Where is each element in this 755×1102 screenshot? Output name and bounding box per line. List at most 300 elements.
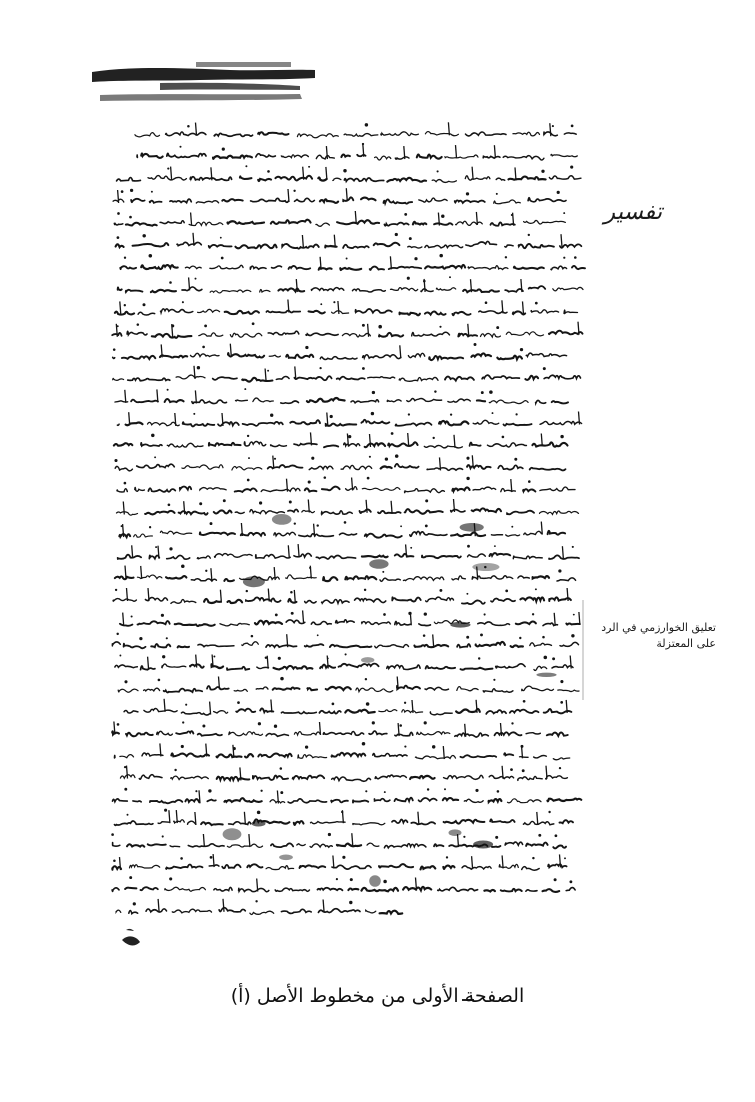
handwriting-line	[118, 677, 579, 693]
diacritic-dot	[124, 680, 127, 683]
diacritic-dot	[385, 457, 388, 460]
handwriting-word	[365, 534, 402, 538]
handwriting-word	[176, 375, 205, 379]
handwriting-line	[112, 633, 578, 649]
handwriting-word	[290, 420, 320, 424]
diacritic-dot	[439, 589, 442, 592]
handwriting-word	[307, 688, 317, 690]
handwriting-word	[229, 822, 251, 825]
handwriting-word	[189, 222, 223, 225]
diacritic-dot	[342, 856, 345, 859]
handwriting-word	[253, 398, 273, 402]
handwriting-word	[258, 132, 288, 134]
handwriting-word	[332, 777, 371, 781]
diacritic-dot	[247, 435, 249, 437]
handwriting-word	[150, 800, 182, 803]
handwriting-word	[489, 400, 528, 403]
diacritic-dot	[570, 166, 573, 169]
handwriting-line	[113, 343, 567, 360]
handwriting-word	[547, 732, 568, 735]
handwriting-word	[434, 223, 452, 225]
handwriting-word	[199, 333, 223, 336]
handwriting-word	[255, 621, 282, 625]
diacritic-dot	[414, 257, 417, 260]
handwriting-word	[178, 646, 189, 647]
diacritic-dot	[514, 458, 517, 461]
margin-note-top: تفسير	[604, 199, 663, 225]
handwriting-word	[144, 688, 160, 691]
letter-stroke	[169, 810, 170, 823]
handwriting-word	[339, 664, 379, 668]
handwriting-word	[422, 556, 461, 558]
handwriting-word	[473, 487, 496, 490]
ink-blot	[369, 875, 381, 887]
diacritic-dot	[407, 277, 410, 280]
handwriting-word	[289, 266, 311, 269]
handwriting-word	[305, 488, 317, 491]
diacritic-dot	[195, 790, 197, 792]
diacritic-dot	[404, 746, 406, 748]
diacritic-dot	[278, 657, 281, 660]
diacritic-dot	[544, 656, 548, 660]
handwriting-word	[548, 864, 567, 867]
letter-stroke	[125, 566, 126, 579]
handwriting-word	[198, 734, 222, 736]
diacritic-dot	[528, 234, 530, 236]
handwriting-word	[405, 509, 443, 514]
handwriting-word	[207, 800, 216, 802]
handwriting-word	[353, 289, 386, 292]
handwriting-word	[425, 312, 446, 315]
handwriting-line	[115, 300, 578, 316]
handwriting-word	[141, 153, 163, 158]
letter-stroke	[560, 854, 561, 867]
handwriting-word	[417, 732, 450, 735]
diacritic-dot	[365, 678, 367, 680]
handwriting-word	[557, 578, 576, 581]
diacritic-dot	[154, 456, 156, 458]
diacritic-dot	[308, 166, 310, 168]
diacritic-dot	[245, 165, 247, 167]
handwriting-word	[525, 376, 538, 380]
letter-stroke	[390, 256, 391, 269]
diacritic-dot	[466, 457, 469, 460]
handwriting-word	[217, 754, 242, 757]
handwriting-word	[436, 288, 455, 291]
handwriting-word	[451, 510, 465, 512]
handwriting-word	[241, 533, 265, 536]
diacritic-dot	[113, 860, 116, 863]
handwriting-word	[523, 489, 535, 491]
handwriting-word	[190, 177, 231, 181]
handwriting-word	[380, 578, 400, 581]
diacritic-dot	[466, 192, 469, 195]
diacritic-dot	[221, 257, 224, 260]
handwriting-word	[558, 690, 579, 692]
handwriting-word	[513, 132, 540, 136]
handwriting-word	[210, 290, 251, 293]
diacritic-dot	[149, 254, 153, 258]
handwriting-word	[145, 511, 175, 515]
diacritic-dot	[425, 524, 428, 527]
handwriting-line	[135, 122, 576, 137]
handwriting-word	[113, 843, 120, 847]
handwriting-word	[524, 220, 566, 224]
diacritic-dot	[382, 571, 384, 573]
handwriting-word	[170, 199, 191, 203]
handwriting-word	[131, 400, 158, 403]
handwriting-word	[387, 178, 426, 182]
handwriting-word	[529, 286, 546, 289]
handwriting-line	[115, 809, 574, 826]
handwriting-word	[117, 489, 127, 492]
diacritic-dot	[195, 278, 197, 280]
diacritic-dot	[223, 499, 226, 502]
handwriting-word	[127, 844, 144, 846]
handwriting-line	[113, 366, 581, 382]
diacritic-dot	[345, 653, 347, 655]
letter-stroke	[476, 212, 477, 225]
handwriting-word	[294, 553, 311, 557]
diacritic-dot	[124, 257, 126, 259]
handwriting-line	[117, 165, 581, 182]
handwriting-word	[434, 844, 444, 846]
diacritic-dot	[222, 147, 225, 150]
letter-stroke	[408, 433, 409, 446]
handwriting-line	[137, 143, 577, 160]
handwriting-word	[200, 532, 235, 535]
handwriting-word	[353, 800, 368, 802]
handwriting-word	[150, 201, 162, 203]
letter-stroke	[267, 656, 268, 669]
handwriting-word	[508, 799, 542, 803]
handwriting-word	[294, 376, 331, 380]
handwriting-word	[445, 377, 474, 381]
handwriting-word	[412, 332, 450, 336]
diacritic-dot	[115, 589, 117, 591]
handwriting-word	[344, 134, 378, 137]
handwriting-word	[242, 642, 258, 646]
diacritic-dot	[535, 302, 538, 305]
handwriting-word	[511, 645, 523, 647]
ink-blot	[472, 563, 499, 571]
handwriting-word	[448, 399, 470, 402]
diacritic-dot	[439, 254, 443, 258]
handwriting-line	[120, 610, 580, 626]
diacritic-dot	[408, 413, 410, 415]
diacritic-dot	[293, 190, 295, 192]
handwriting-word	[384, 223, 408, 226]
diacritic-dot	[474, 343, 477, 346]
handwriting-word	[297, 134, 338, 138]
diacritic-dot	[161, 614, 164, 617]
letter-stroke	[352, 833, 353, 846]
handwriting-word	[392, 819, 408, 823]
handwriting-word	[365, 443, 385, 447]
diacritic-dot	[505, 256, 507, 258]
handwriting-word	[410, 776, 435, 779]
letter-stroke	[454, 435, 455, 448]
handwriting-word	[399, 377, 438, 381]
handwriting-word	[560, 820, 574, 823]
handwriting-line	[124, 699, 571, 715]
handwriting-word	[112, 642, 120, 646]
letter-stroke	[370, 434, 371, 447]
handwriting-word	[369, 731, 387, 735]
handwriting-word	[126, 290, 143, 292]
diacritic-dot	[124, 788, 127, 791]
handwriting-word	[395, 554, 414, 557]
handwriting-word	[181, 712, 210, 715]
handwriting-word	[396, 423, 432, 426]
handwriting-word	[522, 686, 554, 691]
letter-stroke	[472, 167, 473, 180]
diacritic-dot	[400, 525, 402, 527]
handwriting-line	[114, 432, 568, 448]
handwriting-word	[445, 155, 478, 158]
diacritic-dot	[362, 742, 366, 746]
handwriting-word	[419, 624, 431, 626]
handwriting-word	[120, 624, 132, 626]
handwriting-word	[330, 645, 372, 648]
handwriting-word	[362, 556, 388, 558]
handwriting-word	[332, 865, 371, 869]
diacritic-dot	[573, 614, 575, 616]
handwriting-word	[553, 287, 583, 290]
diacritic-dot	[162, 655, 165, 658]
handwriting-word	[490, 819, 514, 822]
letter-stroke	[288, 545, 289, 558]
diacritic-dot	[557, 191, 560, 194]
letter-stroke	[303, 610, 304, 623]
handwriting-word	[273, 688, 300, 690]
diacritic-dot	[367, 477, 370, 480]
handwriting-word	[250, 510, 285, 514]
letter-stroke	[302, 235, 303, 248]
handwriting-word	[220, 623, 249, 625]
handwriting-word	[240, 176, 252, 179]
handwriting-word	[351, 400, 379, 403]
diacritic-dot	[466, 477, 469, 480]
handwriting-word	[299, 534, 334, 537]
diacritic-dot	[137, 323, 140, 326]
handwriting-word	[141, 265, 178, 269]
diacritic-dot	[383, 880, 387, 884]
diacritic-dot	[552, 125, 554, 127]
handwriting-word	[243, 422, 283, 426]
letter-stroke	[298, 544, 299, 557]
ink-blot	[449, 829, 462, 836]
handwriting-word	[346, 487, 357, 491]
diacritic-dot	[543, 367, 546, 370]
handwriting-word	[510, 710, 539, 713]
handwriting-word	[389, 267, 422, 269]
handwriting-line	[117, 412, 581, 427]
handwriting-word	[462, 600, 485, 604]
handwriting-word	[368, 377, 395, 379]
margin-note-middle: تعليق الخوارزمي في الرد على المعتزلة	[601, 621, 716, 650]
handwriting-line	[115, 742, 570, 760]
handwriting-word	[164, 689, 203, 693]
handwriting-word	[191, 579, 216, 581]
handwriting-word	[311, 621, 331, 624]
handwriting-word	[219, 908, 245, 912]
handwriting-word	[495, 732, 522, 735]
handwriting-word	[116, 910, 121, 912]
letter-stroke	[189, 277, 190, 290]
diacritic-dot	[305, 745, 308, 748]
handwriting-word	[443, 798, 458, 800]
handwriting-word	[256, 687, 268, 689]
handwriting-word	[209, 245, 232, 248]
handwriting-word	[224, 579, 234, 581]
handwriting-word	[504, 753, 513, 755]
handwriting-word	[166, 132, 206, 136]
handwriting-word	[161, 309, 193, 313]
diacritic-dot	[532, 613, 534, 615]
handwriting-word	[388, 442, 417, 446]
diacritic-dot	[559, 767, 561, 769]
diacritic-dot	[571, 634, 574, 637]
handwriting-word	[499, 864, 518, 868]
diacritic-dot	[210, 856, 213, 859]
handwriting-word	[309, 466, 333, 469]
diacritic-dot	[432, 745, 435, 748]
letter-stroke	[203, 834, 204, 847]
handwriting-word	[210, 265, 243, 269]
handwriting-word	[188, 821, 196, 824]
handwriting-word	[228, 600, 243, 603]
handwriting-word	[356, 688, 393, 692]
handwriting-word	[158, 822, 169, 824]
letter-stroke	[554, 613, 555, 626]
handwriting-word	[137, 464, 175, 468]
handwriting-word	[532, 442, 567, 446]
letter-stroke	[273, 456, 274, 469]
handwriting-word	[113, 799, 128, 802]
handwriting-word	[113, 599, 136, 602]
letter-stroke	[132, 545, 133, 558]
handwriting-word	[471, 353, 491, 356]
diacritic-dot	[528, 480, 531, 483]
handwriting-word	[387, 400, 401, 402]
letter-stroke	[223, 899, 224, 912]
handwriting-word	[518, 776, 542, 780]
diacritic-dot	[348, 435, 351, 438]
handwriting-word	[257, 667, 269, 668]
letter-stroke	[210, 702, 211, 715]
handwriting-word	[536, 400, 546, 403]
handwriting-word	[170, 846, 180, 847]
handwriting-word	[419, 798, 437, 801]
handwriting-word	[373, 753, 407, 756]
letter-stroke	[550, 123, 551, 136]
diacritic-dot	[267, 170, 270, 173]
diacritic-dot	[187, 125, 190, 128]
handwriting-word	[179, 511, 208, 514]
handwriting-word	[300, 865, 326, 868]
handwriting-word	[506, 332, 543, 336]
handwriting-word	[214, 711, 228, 714]
diacritic-dot	[395, 454, 399, 458]
diacritic-dot	[572, 546, 574, 548]
handwriting-line	[117, 499, 579, 515]
handwriting-word	[501, 889, 522, 892]
handwriting-line	[112, 876, 575, 892]
handwriting-word	[222, 199, 242, 201]
handwriting-line	[120, 254, 585, 270]
handwriting-word	[443, 866, 454, 869]
handwriting-word	[482, 375, 519, 379]
handwriting-word	[501, 489, 516, 492]
handwriting-word	[115, 821, 153, 825]
handwriting-word	[560, 244, 582, 248]
handwriting-word	[245, 754, 253, 757]
handwriting-word	[138, 621, 170, 624]
diacritic-dot	[274, 458, 276, 460]
letter-stroke	[129, 412, 130, 425]
diacritic-dot	[450, 413, 452, 415]
handwriting-word	[124, 644, 146, 649]
handwriting-word	[310, 844, 332, 847]
handwriting-word	[464, 799, 483, 802]
ink-blot	[272, 514, 292, 525]
handwriting-word	[505, 289, 523, 292]
diacritic-dot	[532, 857, 534, 859]
diacritic-dot	[492, 412, 494, 414]
handwriting-word	[426, 666, 456, 669]
handwriting-word	[489, 775, 513, 778]
handwriting-line	[112, 854, 566, 870]
diacritic-dot	[193, 413, 195, 415]
handwriting-word	[408, 353, 424, 357]
handwriting-word	[157, 731, 173, 735]
handwriting-line	[115, 565, 576, 582]
handwriting-word	[115, 466, 132, 470]
handwriting-word	[160, 531, 191, 534]
handwriting-word	[424, 445, 462, 448]
handwriting-word	[452, 576, 466, 580]
diacritic-dot	[260, 790, 262, 792]
handwriting-word	[392, 597, 420, 601]
handwriting-word	[465, 176, 490, 180]
handwriting-word	[192, 400, 227, 404]
diacritic-dot	[332, 703, 335, 706]
handwriting-line	[117, 476, 575, 492]
handwriting-word	[148, 488, 175, 492]
handwriting-word	[148, 176, 186, 180]
diacritic-dot	[258, 722, 261, 725]
diacritic-dot	[511, 526, 513, 528]
handwriting-word	[113, 378, 124, 380]
handwriting-word	[215, 554, 253, 558]
handwriting-lines	[111, 122, 585, 914]
handwriting-word	[266, 645, 297, 647]
handwriting-word	[142, 753, 163, 756]
handwriting-word	[316, 223, 330, 226]
handwriting-word	[225, 311, 259, 314]
handwriting-word	[180, 487, 191, 490]
diacritic-dot	[220, 237, 222, 239]
handwriting-word	[266, 311, 300, 313]
handwriting-word	[282, 244, 319, 249]
diacritic-dot	[444, 788, 446, 790]
diacritic-dot	[280, 767, 283, 770]
handwriting-word	[381, 466, 392, 468]
handwriting-word	[275, 176, 312, 181]
handwriting-word	[400, 313, 420, 316]
handwriting-word	[345, 576, 376, 579]
